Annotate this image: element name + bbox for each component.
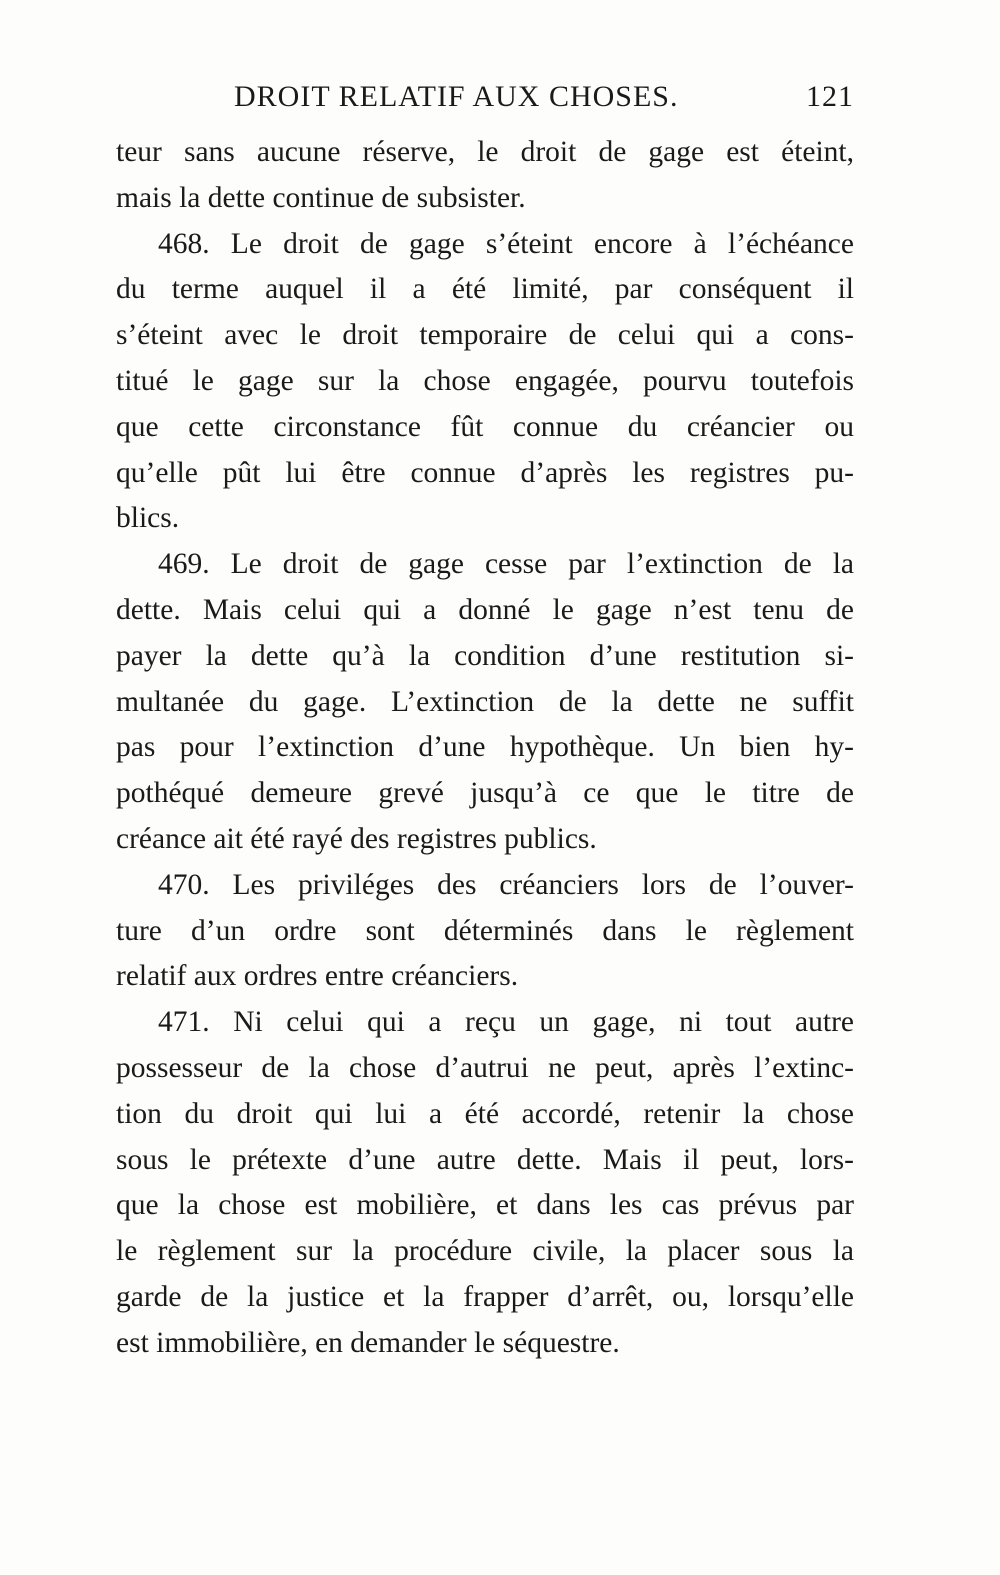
- text-line: payer la dette qu’à la condition d’une restitution si-: [116, 639, 854, 672]
- text-line: que cette circonstance fût connue du créancier ou: [116, 410, 854, 443]
- text-line: multanée du gage. L’extinction de la dette ne suffit: [116, 685, 854, 718]
- text-line: ture d’un ordre sont déterminés dans le règlement: [116, 914, 854, 947]
- text-line: 470. Les priviléges des créanciers lors de l’ouver-: [158, 868, 854, 901]
- text-line: est immobilière, en demander le séquestre.: [116, 1326, 620, 1359]
- running-head: [116, 80, 854, 120]
- paragraph-471: [116, 1000, 854, 1366]
- text-line: teur sans aucune réserve, le droit de gage est éteint,: [116, 136, 854, 168]
- paragraph-470: [116, 863, 854, 1000]
- text-line: 468. Le droit de gage s’éteint encore à l’échéance: [158, 227, 854, 260]
- page-number: 121: [806, 80, 854, 113]
- text-line: possesseur de la chose d’autrui ne peut, après l’extinc-: [116, 1051, 854, 1084]
- text-line: 469. Le droit de gage cesse par l’extinction de la: [158, 548, 854, 581]
- text-line: mais la dette continue de subsister.: [116, 181, 526, 214]
- text-line: pas pour l’extinction d’une hypothèque. Un bien hy-: [116, 731, 854, 764]
- text-line: créance ait été rayé des registres publics.: [116, 822, 597, 855]
- text-line: tion du droit qui lui a été accordé, retenir la chose: [116, 1097, 854, 1130]
- text-line: titué le gage sur la chose engagée, pourvu toutefois: [116, 364, 854, 397]
- text-line: le règlement sur la procédure civile, la placer sous la: [116, 1235, 854, 1268]
- text-line: blics.: [116, 502, 180, 535]
- text-line: qu’elle pût lui être connue d’après les registres pu-: [116, 456, 854, 489]
- body-text: [116, 130, 854, 1367]
- text-line: sous le prétexte d’une autre dette. Mais il peut, lors-: [116, 1143, 854, 1176]
- text-line: relatif aux ordres entre créanciers.: [116, 960, 519, 993]
- text-line: que la chose est mobilière, et dans les cas prévus par: [116, 1189, 854, 1222]
- paragraph-468: [116, 222, 854, 543]
- text-line: dette. Mais celui qui a donné le gage n’est tenu de: [116, 593, 854, 626]
- text-line: 471. Ni celui qui a reçu un gage, ni tout autre: [158, 1006, 854, 1039]
- paragraph: [116, 130, 854, 222]
- paragraph-469: [116, 542, 854, 863]
- text-line: s’éteint avec le droit temporaire de celui qui a cons-: [116, 319, 854, 352]
- text-line: garde de la justice et la frapper d’arrêt, ou, lorsqu’elle: [116, 1280, 854, 1313]
- text-line: du terme auquel il a été limité, par conséquent il: [116, 273, 854, 306]
- running-title: DROIT RELATIF AUX CHOSES.: [234, 80, 679, 113]
- text-line: pothéqué demeure grevé jusqu’à ce que le titre de: [116, 777, 854, 810]
